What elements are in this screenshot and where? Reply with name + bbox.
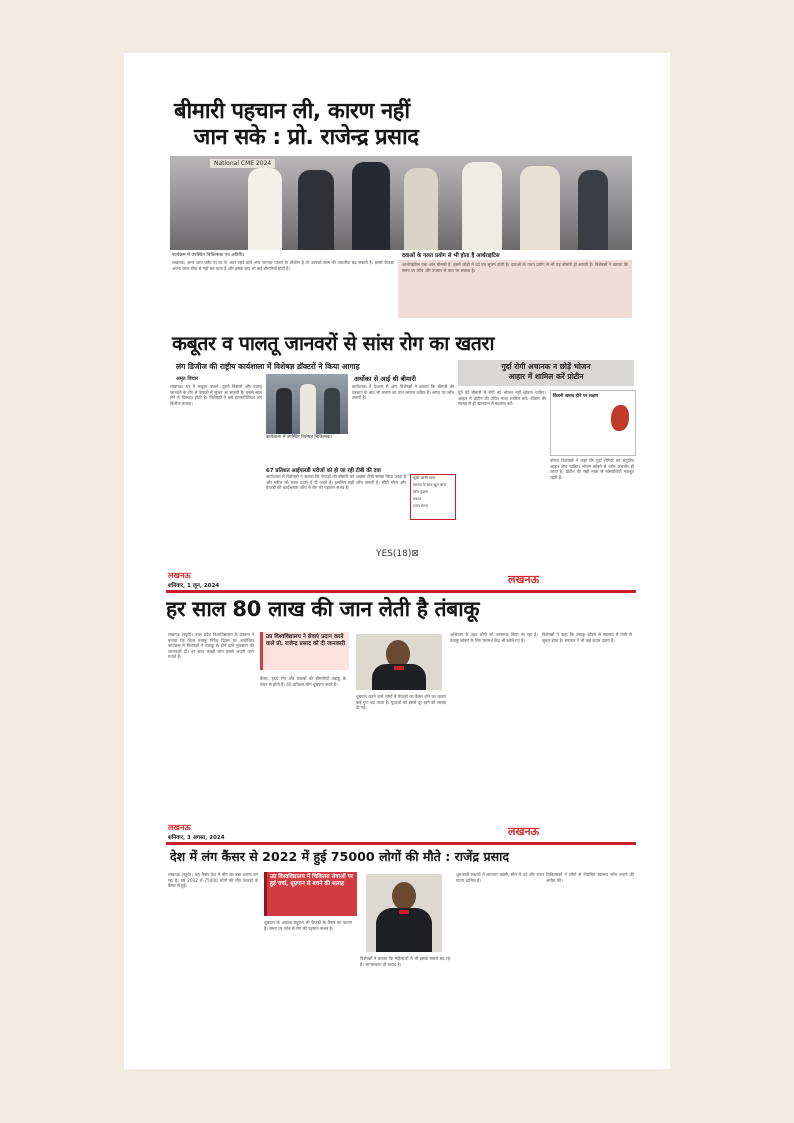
- clip4-headline: देश में लंग कैंसर से 2022 में हुई 75000 लोगों की मौते : राजेंद्र प्रसाद: [170, 849, 510, 864]
- clip2-subhead: लंग डिजीज की राष्ट्रीय कार्यशाला में विशेषज्ञ डॉक्टरों ने किया आगाह: [176, 362, 360, 371]
- clip2-label: YES(18)⊠: [376, 549, 419, 559]
- clip3-body-col5: विशेषज्ञों ने कहा कि तंबाकू छोड़ने से स्वास्थ्य में तेजी से सुधार होता है। सरकार ने भी कई कदम उठाए हैं।: [542, 632, 632, 643]
- portrait-bowtie: [394, 666, 404, 670]
- clip3-masthead-right: लखनऊ: [508, 573, 540, 586]
- person-figure: [324, 388, 340, 434]
- clip3-body-col1: लखनऊ (ब्यूरो)। उत्तर प्रदेश विश्वविद्यालय के प्रवक्ता ने बताया कि विश्व तंबाकू निषेध दिवस पर आयोजित कार्यक्रम में विशेषज्ञों ने तंबाकू से होने वाले नुकसान की जानकारी दी। हर साल लाखों लोग इससे अपनी जान गंवाते हैं।: [168, 632, 254, 660]
- clip-3: [166, 568, 636, 798]
- clip4-portrait: [366, 874, 442, 952]
- clip4-quote: उप्र विश्वविद्यालय में चिकित्सा सेवाओं पर हुई चर्चा, धूम्रपान से बचने की सलाह: [264, 872, 357, 916]
- person-figure: [248, 168, 282, 250]
- clip1-photo-caption: कार्यक्रम में उपस्थित चिकित्सक एवं अतिथि।: [172, 253, 245, 258]
- portrait-bowtie: [399, 910, 409, 914]
- clip2-bullet-3: सांस फूलना: [413, 490, 429, 494]
- clip3-masthead-left: लखनऊ: [168, 571, 191, 580]
- clip3-top-rule: [166, 590, 636, 593]
- clip3-body-col4: अभियान के तहत लोगों को जागरूक किया जा रहा है। तंबाकू छोड़ने के लिए परामर्श केंद्र भी खोले गए हैं।: [450, 632, 538, 643]
- clip3-date: शनिवार, 1 जून, 2024: [168, 583, 220, 589]
- person-figure: [578, 170, 608, 250]
- clip4-body-col3: विशेषज्ञों ने बताया कि महिलाओं में भी इसके मामले बढ़ रहे हैं। जागरूकता ही बचाव है।: [360, 956, 450, 967]
- person-figure: [520, 166, 560, 250]
- clip2-body-col1: लखनऊ। घर में कबूतर पालने, पुराने बिस्तरों और पालतू जानवरों के रोएं से फेफड़ों में सूजन आ सकती है। इससे सांस लेने में दिक्कत होती है। विशेषज्ञों ने इसे इंटरस्टीशियल लंग डिजीज बताया।: [170, 384, 262, 406]
- clip2-photo-caption: कार्यशाला में उपस्थित विशेषज्ञ चिकित्सक।: [266, 435, 333, 440]
- clip2-bullet-2: बलगम के साथ खून आना: [413, 483, 447, 487]
- clip1-photo: [170, 156, 632, 250]
- clip-2: [166, 332, 636, 542]
- clip2-right-head-line1: गुर्दा रोगी अचानक न छोड़ें भोजन: [501, 362, 591, 371]
- clip2-bullet-1: सूखी खांसी आना: [413, 476, 436, 480]
- clip4-body-col2: धूम्रपान के अलावा प्रदूषण भी फेफड़ों के कैंसर का कारण है। समय पर जाँच से रोग की पहचान संभव है।: [264, 920, 352, 931]
- person-figure: [276, 388, 292, 434]
- clip2-stat-line: 67 प्रतिशत आईएलडी मरीजों को हो जा रही टीबी की दवा: [266, 468, 381, 474]
- clip1-body-col1: लखनऊ। अगर आप फ्लैट या घर के अंदर रहते वाले अन्य जानवर पालते के शौकीन है तो आपको सांस की तकलीफ बढ़ सकती है। इससे फेफड़ा अपना काम ठीक से नहीं कर पाता है और इसके बाद भी कई बीमारियाँ होती हैं।: [172, 260, 394, 271]
- clip3-portrait: [356, 634, 442, 690]
- clip3-headline: हर साल 80 लाख की जान लेती है तंबाकू: [166, 597, 480, 621]
- clip-4: [166, 820, 636, 1050]
- clip2-body-col3: गुर्दे की बीमारी में रोगी को भोजन नहीं छोड़ना चाहिए। आहार में प्रोटीन की उचित मात्रा शामिल करें। डॉक्टर की सलाह से ही खानपान में बदलाव करें।: [458, 390, 546, 407]
- clip3-body-col3: धूम्रपान करने वाले लोगों में फेफड़ों का कैंसर होने का खतरा कई गुना बढ़ जाता है। युवाओं को इससे दूर रहने की सलाह दी गई।: [356, 694, 446, 711]
- clip3-quote: उप्र विश्वविद्यालय ने सेवाएं प्रदान करने वाले प्रो. राजेन्द्र प्रसाद को दी जानकारी: [260, 632, 349, 670]
- clip1-body-col2: आर्थराइटिस एक आम बीमारी है, इसमें जोड़ों में दर्द एवं सूजन होती है। दवाओं के गलत प्रयोग से भी यह बीमारी हो सकती है। विशेषज्ञों ने बताया कि समय पर जाँच और उपचार से बचा जा सकता है।: [402, 262, 628, 273]
- portrait-head: [392, 882, 416, 910]
- person-figure: [404, 168, 438, 250]
- clip1-photo-banner: National CME 2024: [210, 159, 275, 168]
- clip1-headline-line2: जान सके : प्रो. राजेन्द्र प्रसाद: [194, 125, 419, 150]
- kidney-icon: [611, 405, 629, 431]
- person-figure: [300, 384, 316, 434]
- clip2-right-header: [458, 360, 634, 386]
- clip2-body-col2: कार्यशाला में देशभर से आए विशेषज्ञों ने बताया कि बीमारी की पहचान के बाद भी कारण का पता लगाना कठिन है। समय पर जाँच जरूरी है।: [352, 384, 454, 401]
- clip2-bullet-box: [410, 474, 456, 520]
- portrait-body: [376, 908, 432, 952]
- clip2-bullet-5: वजन घटना: [413, 504, 428, 508]
- clip4-masthead-right: लखनऊ: [508, 825, 540, 838]
- clip2-right-box-title: किडनी खराब होने पर लक्षण: [553, 394, 599, 399]
- clip4-top-rule: [166, 842, 636, 845]
- clip2-headline: कबूतर व पालतू जानवरों से सांस रोग का खतरा: [172, 332, 495, 355]
- clip2-body-col4: पोषण विशेषज्ञों ने कहा कि गुर्दा रोगियों को संतुलित आहार लेना चाहिए। भोजन छोड़ने से शरीर कमजोर हो जाता है। प्रोटीन की सही मात्रा से मांसपेशियाँ मजबूत रहती हैं।: [550, 458, 634, 480]
- clip-1: [166, 96, 636, 322]
- clip2-byline: अमृत विचार: [176, 376, 198, 382]
- clip2-right-head-line2: आहार में शामिल करें प्रोटीन: [508, 372, 584, 381]
- clip4-body-col4: शुरुआती लक्षणों में लगातार खांसी, सीने में दर्द और वजन घटना शामिल हैं।: [456, 872, 544, 883]
- clip3-body-col2: कैंसर, हृदय रोग और फेफड़ों की बीमारियाँ तंबाकू के सेवन से होती हैं। 40 प्रतिशत लोग धूम्रपान करते हैं।: [260, 676, 346, 687]
- clip4-body-col5: चिकित्सकों ने लोगों से नियमित स्वास्थ्य जाँच कराने की अपील की।: [546, 872, 634, 883]
- clip4-date: शनिवार, 3 अगस्त, 2024: [168, 835, 225, 841]
- clip2-bullet-4: थकान: [413, 497, 421, 501]
- clip2-body-col2b: कार्यशाला में विशेषज्ञों ने बताया कि फेफड़ों की बीमारी को अक्सर टीबी समझ लिया जाता है और मरीज को गलत दवाएं दे दी जाती हैं। इसलिए सही जाँच जरूरी है। सीटी स्कैन और फेफड़ों की कार्यक्षमता जाँच से रोग की पहचान संभव है।: [266, 474, 406, 491]
- person-figure: [462, 162, 502, 250]
- clip1-subhead: दवाओं के गलत प्रयोग से भी होता है आर्थराइटिस: [402, 253, 500, 259]
- clip2-mid-head: अर्थोका से आई थी बीमारी: [354, 375, 416, 383]
- clip4-masthead-left: लखनऊ: [168, 823, 191, 832]
- clip2-right-box: [550, 390, 636, 456]
- clip2-photo: [266, 374, 348, 434]
- person-figure: [298, 170, 334, 250]
- clip4-body-col1: लखनऊ (ब्यूरो)। लंग कैंसर देश में मौत का बड़ा कारण बन रहा है। वर्ष 2022 में 75000 लोगों की मौत फेफड़ों के कैंसर से हुई।: [168, 872, 258, 889]
- person-figure: [352, 162, 390, 250]
- clip1-headline-line1: बीमारी पहचान ली, कारण नहीं: [174, 99, 410, 124]
